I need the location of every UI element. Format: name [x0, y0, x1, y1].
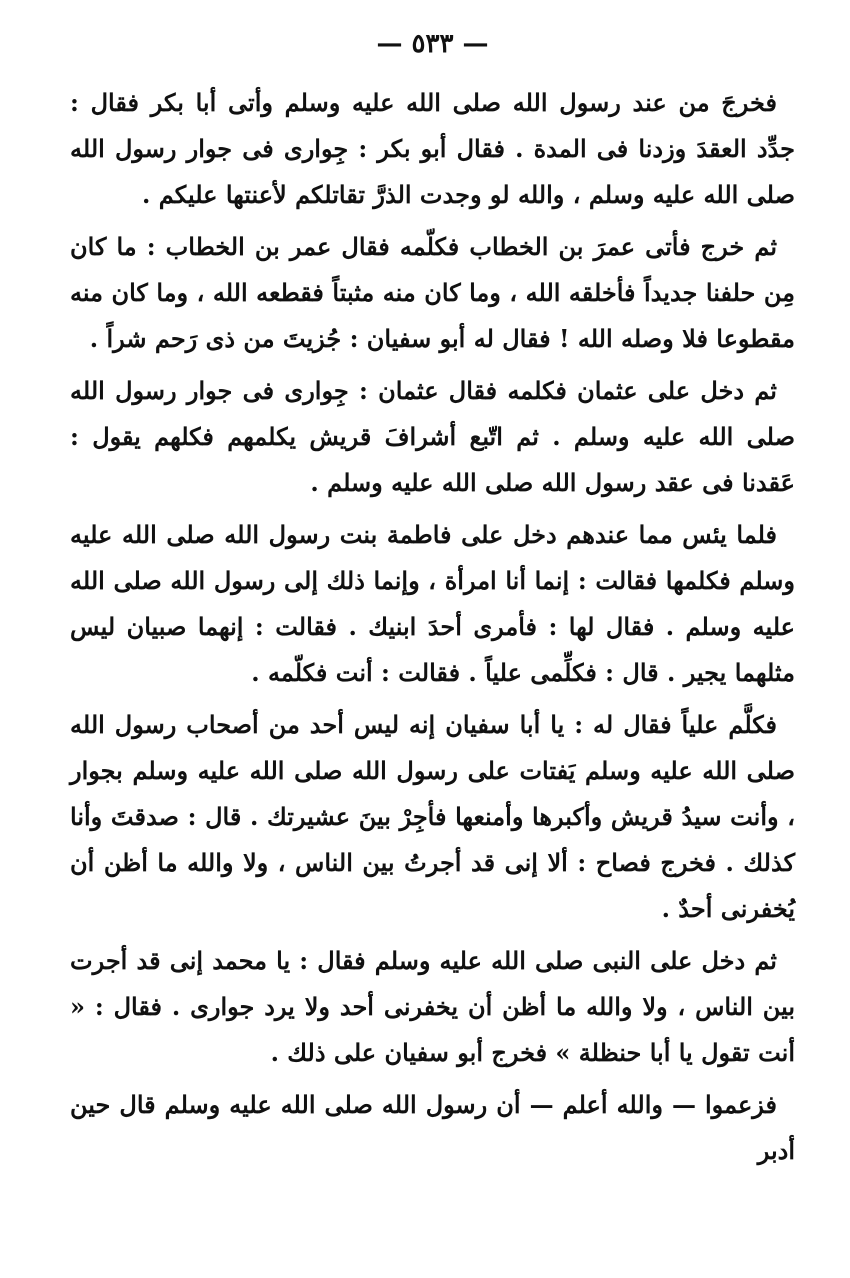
paragraph-umar: ثم خرج فأتى عمرَ بن الخطاب فكلّمه فقال عمر بن الخطاب : ما كان مِن حلفنا جديداً فأخلقه الله ، وما كان منه مثبتاً فقطعه الله ، وما كان منه مقطوعا فلا وصله الله ! فقال له أبو سفيان : جُزيتَ من ذى رَحم شراً . [70, 232, 795, 353]
paragraph-ali: فكلَّم علياً فقال له : يا أبا سفيان إنه ليس أحد من أصحاب رسول الله صلى الله عليه وسلم يَفتات على رسول الله صلى الله عليه وسلم بجوار ، وأنت سيدُ قريش وأكبرها وأمنعها فأجِرْ بينَ عشيرتك . قال : صدقتَ وأنا كذلك . فخرج فصاح : ألا إنى قد أجرتُ بين الناس ، ولا والله ما أظن أن يُخفرنى أحدٌ . [70, 710, 795, 923]
book-page [70, 24, 795, 1176]
paragraph-prophet: ثم دخل على النبى صلى الله عليه وسلم فقال : يا محمد إنى قد أجرت بين الناس ، ولا والله ما أظن أن يخفرنى أحد ولا يرد جوارى . فقال : « أنت تقول يا أبا حنظلة » فخرج أبو سفيان على ذلك . [70, 946, 795, 1067]
page-number: — ٥٣٣ — [376, 29, 489, 59]
paragraph-fatima: فلما يئس مما عندهم دخل على فاطمة بنت رسول الله صلى الله عليه وسلم فكلمها فقالت : إنما أنا امرأة ، وإنما ذلك إلى رسول الله صلى الله عليه وسلم . فقال لها : فأمرى أحدَ ابنيك . فقالت : إنهما صبيان ليس مثلهما يجير . قال : فكلِّمى علياً . فقالت : أنت فكلّمه . [70, 520, 795, 687]
paragraph-abu-bakr: فخرجَ من عند رسول الله صلى الله عليه وسلم وأتى أبا بكر فقال : جدِّد العقدَ وزدنا فى المدة . فقال أبو بكر : جِوارى فى جوار رسول الله صلى الله عليه وسلم ، والله لو وجدت الذرَّ تقاتلكم لأعنتها عليكم . [70, 88, 795, 209]
paragraph-final: فزعموا — والله أعلم — أن رسول الله صلى الله عليه وسلم قال حين أدبر [70, 1090, 795, 1165]
paragraph-uthman: ثم دخل على عثمان فكلمه فقال عثمان : جِوارى فى جوار رسول الله صلى الله عليه وسلم . ثم اتّبع أشرافَ قريش يكلمهم فكلهم يقول : عَقدنا فى عقد رسول الله صلى الله عليه وسلم . [70, 376, 795, 497]
